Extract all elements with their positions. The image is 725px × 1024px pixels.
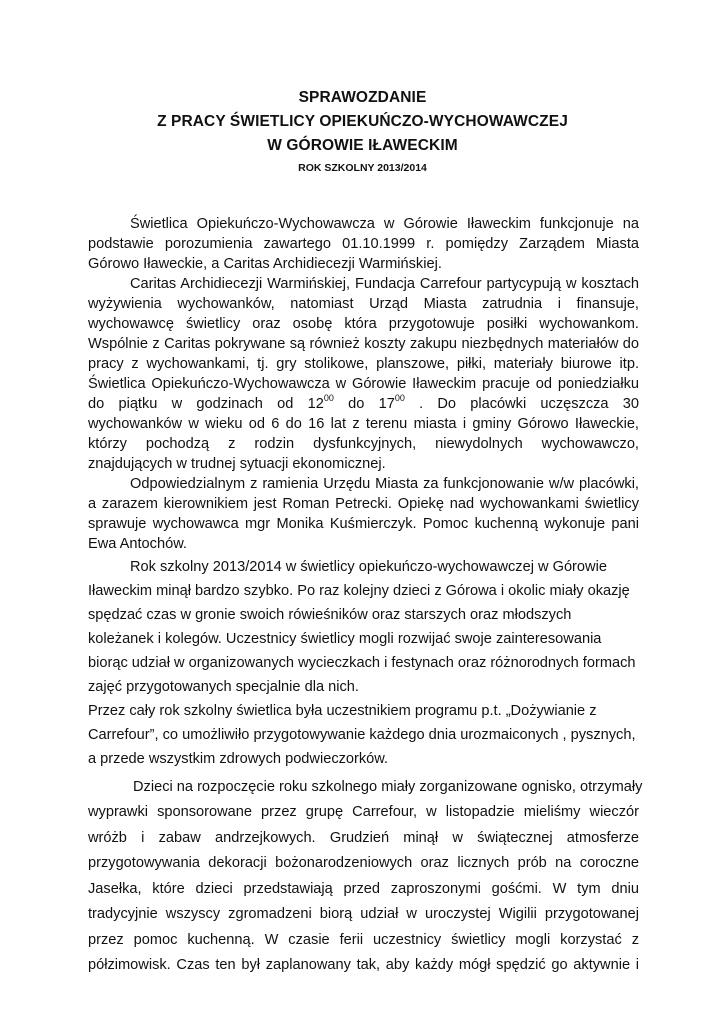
paragraph-line: wychowawcę świetlicy oraz osobę która przygotowuje posiłki wychowankom. (88, 316, 639, 332)
paragraph-line: Wspólnie z Caritas pokrywane są również koszty zakupu niezbędnych materiałów do (88, 336, 639, 352)
paragraph-line: wróżb i zabaw andrzejkowych. Grudzień minął w świątecznej atmosferze (88, 830, 639, 846)
paragraph-line: sprawuje wychowawca mgr Monika Kuśmierczyk. Pomoc kuchenną wykonuje pani (88, 516, 639, 532)
paragraph-line: przez pomoc kuchenną. W czasie ferii uczestnicy świetlicy mogli korzystać z (88, 932, 639, 948)
paragraph-line: Świetlica Opiekuńczo-Wychowawcza w Górowie Iławeckim pracuje od poniedziałku (88, 376, 639, 392)
paragraph-line: Caritas Archidiecezji Warmińskiej, Fundacja Carrefour partycypują w kosztach (130, 276, 639, 292)
paragraph-line: Rok szkolny 2013/2014 w świetlicy opiekuńczo-wychowawczej w Górowie (130, 559, 607, 575)
paragraph-line: a zarazem kierownikiem jest Roman Petrecki. Opiekę nad wychowankami świetlicy (88, 496, 639, 512)
paragraph-line: Górowo Iławeckie, a Caritas Archidiecezji Warmińskiej. (88, 256, 442, 272)
paragraph-line: Iławeckim minął bardzo szybko. Po raz kolejny dzieci z Górowa i okolic miały okazję (88, 583, 630, 599)
hours-start: $12^{00}$ (307, 393, 334, 412)
paragraph-line: Dzieci na rozpoczęcie roku szkolnego miały zorganizowane ognisko, otrzymały (133, 779, 643, 795)
paragraph-line: Przez cały rok szkolny świetlica była uczestnikiem programu p.t. „Dożywianie z (88, 703, 597, 719)
paragraph-line: półzimowisk. Czas ten był zaplanowany tak, aby każdy mógł spędzić go aktywnie i (88, 957, 639, 973)
paragraph-line: a przede wszystkim zdrowych podwieczorków. (88, 751, 389, 767)
paragraph-line: Carrefour”, co umożliwiło przygotowywanie każdego dnia urozmaiconych , pysznych, (88, 727, 636, 743)
report-title-line-3: W GÓROWIE IŁAWECKIM (267, 137, 458, 154)
paragraph-line: Świetlica Opiekuńczo-Wychowawcza w Górowie Iławeckim funkcjonuje na (130, 216, 639, 232)
hours-lead-text: do piątku w godzinach od (88, 396, 294, 412)
paragraph-line: zajęć przygotowanych specjalnie dla nich. (88, 679, 359, 695)
paragraph-line-hours (88, 394, 639, 414)
paragraph-line: tradycyjnie wszyscy zgromadzeni biorą udział w uroczystej Wigilii przygotowanej (88, 906, 639, 922)
school-year-subtitle: ROK SZKOLNY 2013/2014 (298, 162, 427, 174)
paragraph-line: wychowanków w wieku od 6 do 16 lat z terenu miasta i gminy Górowo Iławeckie, (88, 416, 639, 432)
paragraph-line: Odpowiedzialnym z ramienia Urzędu Miasta za funkcjonowanie w/w placówki, (130, 476, 639, 492)
report-title-line-2: Z PRACY ŚWIETLICY OPIEKUŃCZO-WYCHOWAWCZEJ (157, 113, 568, 130)
paragraph-line: przygotowywania dekoracji bożonarodzeniowych oraz licznych prób na coroczne (88, 855, 639, 871)
paragraph-line: pracy z wychowankami, tj. gry stolikowe, planszowe, piłki, materiały biurowe itp. (88, 356, 639, 372)
paragraph-line: biorąc udział w organizowanych wycieczkach i festynach oraz różnorodnych formach (88, 655, 636, 671)
hours-end: $17^{00}$ (378, 393, 405, 412)
report-title: SPRAWOZDANIE (298, 89, 427, 106)
paragraph-line: znajdujących w trudnej sytuacji ekonomicznej. (88, 456, 386, 472)
paragraph-line: którzy pochodzą z rodzin dysfunkcyjnych, niewydolnych wychowawczo, (88, 436, 639, 452)
paragraph-line: Jasełka, które dzieci przedstawiają przed zaproszonymi gośćmi. W tym dniu (88, 881, 639, 897)
paragraph-line: koleżanek i kolegów. Uczestnicy świetlicy mogli rozwijać swoje zainteresowania (88, 631, 602, 647)
paragraph-line: wyprawki sponsorowane przez grupę Carrefour, w listopadzie mieliśmy wieczór (88, 804, 639, 820)
hours-to: do (348, 396, 365, 412)
paragraph-line: Ewa Antochów. (88, 536, 187, 552)
paragraph-line: podstawie porozumienia zawartego 01.10.1999 r. pomiędzy Zarządem Miasta (88, 236, 639, 252)
paragraph-line: wyżywienia wychowanków, natomiast Urząd Miasta zatrudnia i finansuje, (88, 296, 639, 312)
paragraph-line: spędzać czas w gronie swoich rówieśników oraz starszych oraz młodszych (88, 607, 572, 623)
hours-trailing-text: . Do placówki uczęszcza 30 (419, 396, 640, 412)
